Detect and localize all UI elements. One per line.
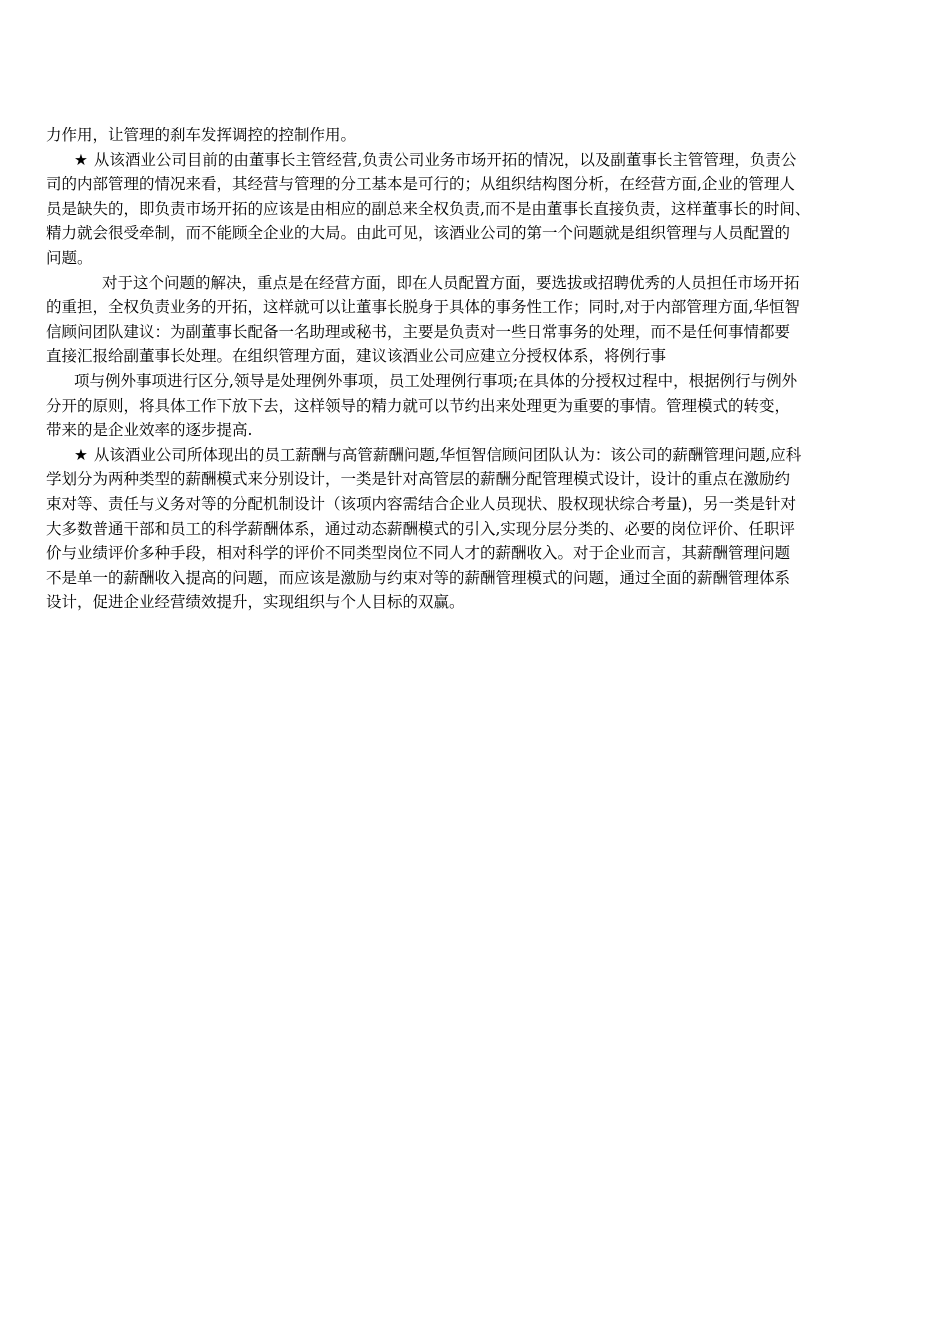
line-text: 学划分为两种类型的薪酬模式来分别设计，一类是针对高管层的薪酬分配管理模式设计，设计的重点在激励约 [46, 470, 791, 489]
text-line [46, 295, 876, 320]
line-text: 设计，促进企业经营绩效提升，实现组织与个人目标的双赢。 [46, 593, 465, 612]
text-line [46, 369, 876, 394]
text-line [46, 418, 876, 443]
line-text: 带来的是企业效率的逐步提高. [46, 421, 253, 440]
line-text: 束对等、责任与义务对等的分配机制设计（该项内容需结合企业人员现状、股权现状综合考量)，另一类是针对 [46, 494, 797, 513]
text-line [46, 148, 876, 173]
text-line [46, 271, 876, 296]
text-line [46, 566, 876, 591]
line-text: 力作用，让管理的刹车发挥调控的控制作用。 [46, 126, 357, 144]
text-line [46, 517, 876, 542]
line-text: 对于这个问题的解决，重点是在经营方面，即在人员配置方面，要选拔或招聘优秀的人员担任市场开拓 [102, 273, 800, 292]
text-line [46, 221, 876, 246]
line-text: 信顾问团队建议：为副董事长配备一名助理或秘书，主要是负责对一些日常事务的处理，而不是任何事情都要 [46, 322, 791, 341]
line-text: 大多数普通干部和员工的科学薪酬体系，通过动态薪酬模式的引入,实现分层分类的、必要的岗位评价、任职评 [46, 519, 795, 538]
line-text: 从该酒业公司所体现出的员工薪酬与高管薪酬问题,华恒智信顾问团队认为：该公司的薪酬管理问题,应科 [93, 445, 802, 464]
text-line [46, 172, 876, 197]
line-text: 员是缺失的，即负责市场开拓的应该是由相应的副总来全权负责,而不是由董事长直接负责，这样董事长的时间、 [46, 199, 811, 218]
text-line [46, 197, 876, 222]
line-text: 精力就会很受牵制，而不能顾全企业的大局。由此可见，该酒业公司的第一个问题就是组织管理与人员配置的 [46, 224, 791, 243]
text-line [46, 443, 876, 468]
star-bullet-icon: ★ [74, 150, 88, 169]
text-line [46, 492, 876, 517]
text-line [46, 467, 876, 492]
text-line [46, 320, 876, 345]
body-text [46, 123, 876, 615]
text-line [46, 123, 876, 148]
line-text: 不是单一的薪酬收入提高的问题，而应该是激励与约束对等的薪酬管理模式的问题，通过全面的薪酬管理体系 [46, 568, 791, 587]
text-line [46, 344, 876, 369]
star-bullet-icon: ★ [74, 445, 88, 464]
line-text: 项与例外事项进行区分,领导是处理例外事项，员工处理例行事项;在具体的分授权过程中，根据例行与例外 [74, 371, 798, 390]
line-text: 问题。 [46, 248, 93, 267]
line-text: 分开的原则，将具体工作下放下去，这样领导的精力就可以节约出来处理更为重要的事情。管理模式的转变， [46, 396, 791, 415]
line-text: 从该酒业公司目前的由董事长主管经营,负责公司业务市场开拓的情况，以及副董事长主管管理，负责公 [93, 150, 797, 169]
line-text: 直接汇报给副董事长处理。在组织管理方面，建议该酒业公司应建立分授权体系，将例行事 [46, 347, 667, 366]
line-text: 司的内部管理的情况来看，其经营与管理的分工基本是可行的；从组织结构图分析，在经营方面,企业的管理人 [46, 175, 795, 194]
line-text: 价与业绩评价多种手段，相对科学的评价不同类型岗位不同人才的薪酬收入。对于企业而言，其薪酬管理问题 [46, 544, 791, 563]
text-line [46, 590, 876, 615]
text-line [46, 394, 876, 419]
line-text: 的重担，全权负责业务的开拓，这样就可以让董事长脱身于具体的事务性工作；同时,对于内部管理方面,华恒智 [46, 298, 800, 317]
text-line [46, 541, 876, 566]
text-line [46, 246, 876, 271]
